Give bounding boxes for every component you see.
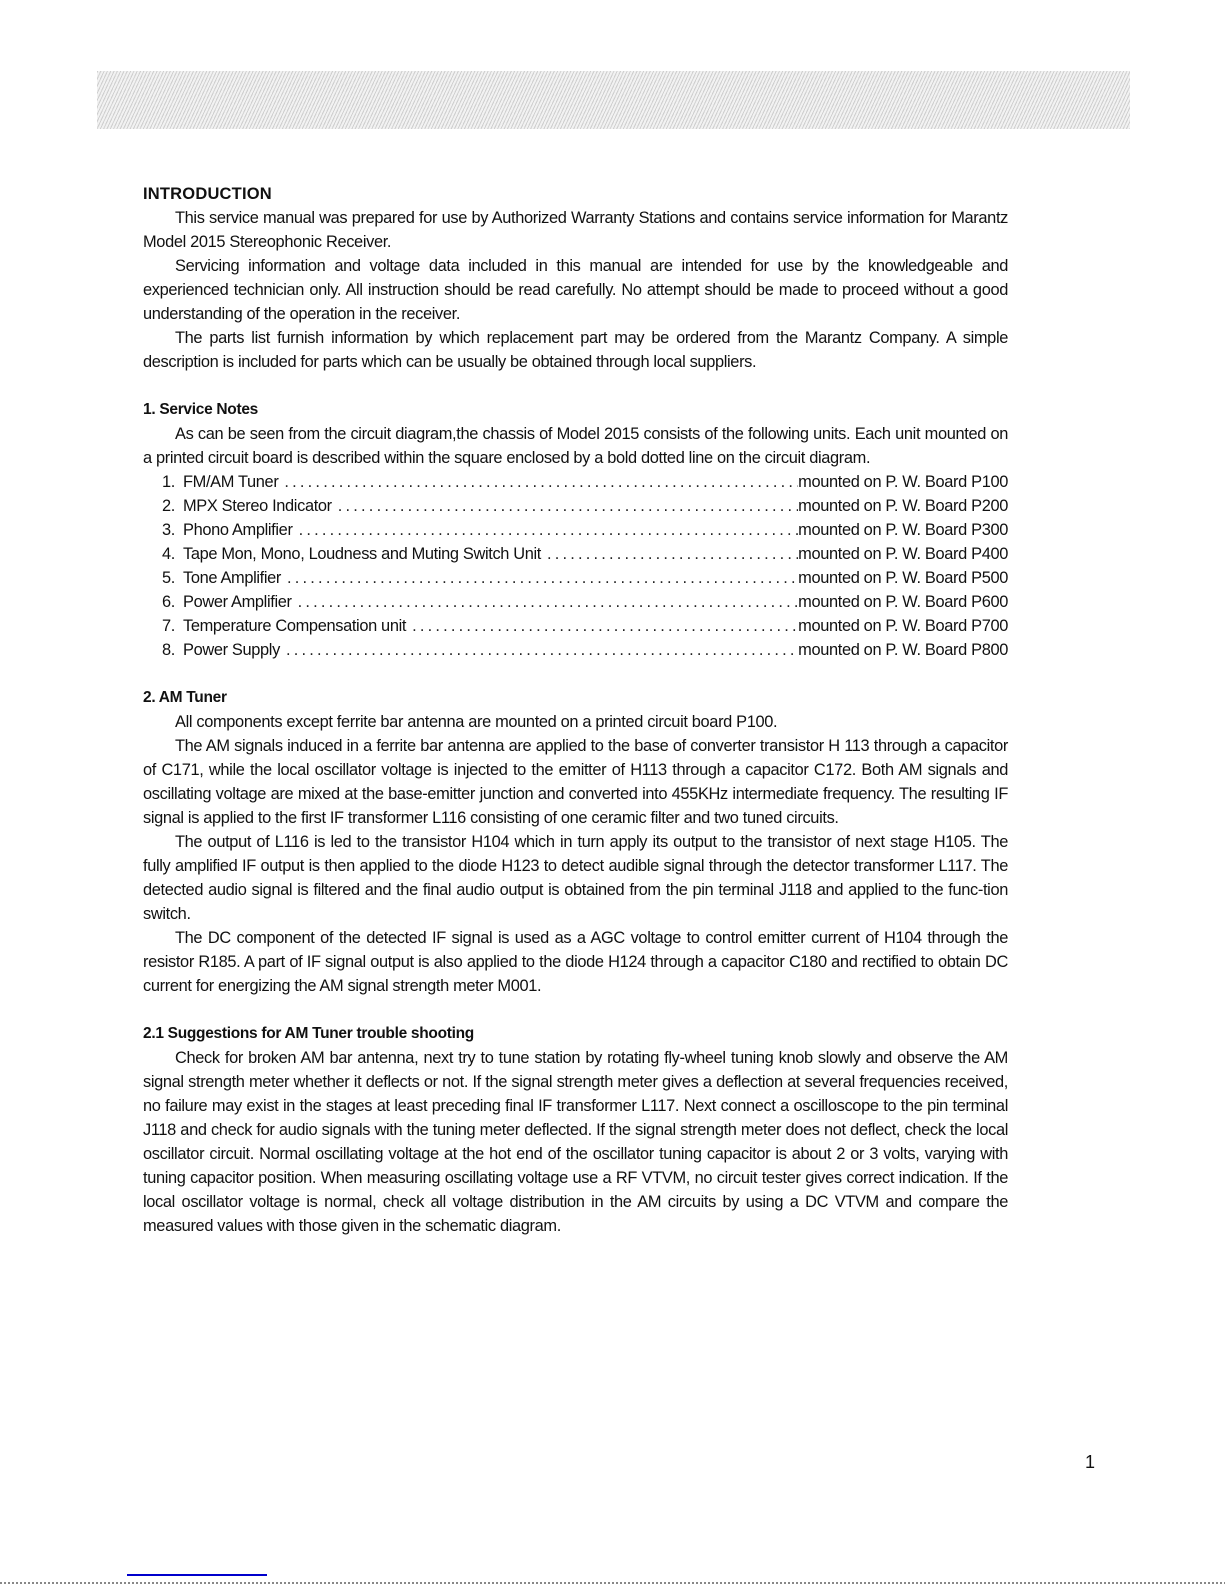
am-tuner-paragraph: The AM signals induced in a ferrite bar antenna are applied to the base of converter transistor H 113 through a capacitor of C171, while the local oscillator voltage is injected to the emitter of H113 through a capacitor C172. Both AM signals and oscillating voltage are mixed at the base-emitter junction and converted into 455KHz intermediate frequency. The resulting IF signal is applied to the first IF transformer L116 consisting of one ceramic filter and two tuned circuits.	[143, 737, 1008, 827]
dot-leader	[298, 590, 799, 614]
am-tuner-paragraph: The output of L116 is led to the transistor H104 which in turn apply its output to the transistor of next stage H105. The fully amplified IF output is then applied to the diode H123 to detect audible signal through the detector transformer L117. The detected audio signal is filtered and the final audio output is obtained from the pin terminal J118 and applied to the func-tion switch.	[143, 833, 1008, 923]
unit-number: 6.	[162, 593, 175, 611]
unit-name: Phono Amplifier	[183, 521, 293, 539]
unit-item	[143, 470, 1008, 494]
unit-item	[143, 518, 1008, 542]
unit-board: mounted on P. W. Board P200	[798, 497, 1008, 515]
unit-number: 1.	[162, 473, 175, 491]
unit-board: mounted on P. W. Board P500	[798, 569, 1008, 587]
intro-paragraph: Servicing information and voltage data included in this manual are intended for use by the knowledgeable and experienced technician only. All instruction should be read carefully. No attempt should be made to proceed without a good understanding of the operation in the receiver.	[143, 257, 1008, 323]
page-number: 1	[1085, 1452, 1096, 1472]
unit-board: mounted on P. W. Board P400	[798, 545, 1008, 563]
header-banner	[97, 71, 1130, 129]
troubleshooting-paragraph: Check for broken AM bar antenna, next try to tune station by rotating fly-wheel tuning knob slowly and observe the AM signal strength meter whether it deflects or not. If the signal strength meter gives a deflection at several frequencies received, no failure may exist in the stages at least preceding final IF transformer L117. Next connect a oscilloscope to the pin terminal J118 and check for audio signals with the tuning meter deflected. If the signal strength meter does not deflect, check the local oscillator circuit. Normal oscillating voltage at the hot end of the oscillator tuning capacitor is about 2 or 3 volts, varying with tuning capacitor position. When measuring oscillating voltage use a RF VTVM, no circuit tester gives correct indication. If the local oscillator voltage is normal, check all voltage distribution in the AM circuits by using a DC VTVM and compare the measured values with those given in the schematic diagram.	[143, 1049, 1008, 1235]
unit-name: Temperature Compensation unit	[183, 617, 407, 635]
unit-item	[143, 614, 1008, 638]
dot-leader	[338, 494, 798, 518]
unit-item	[143, 638, 1008, 662]
introduction-heading: INTRODUCTION	[143, 185, 272, 203]
intro-paragraph: The parts list furnish information by which replacement part may be ordered from the Marantz Company. A simple description is included for parts which can be usually be obtained through local suppliers.	[143, 329, 1008, 371]
unit-board: mounted on P. W. Board P300	[798, 521, 1008, 539]
am-tuner-paragraph: All components except ferrite bar antenna are mounted on a printed circuit board P100.	[175, 713, 778, 731]
dot-leader	[299, 518, 799, 542]
dot-leader	[284, 470, 798, 494]
document-body	[143, 182, 1008, 1238]
unit-number: 4.	[162, 545, 175, 563]
unit-item	[143, 566, 1008, 590]
unit-number: 3.	[162, 521, 175, 539]
unit-name: Power Supply	[183, 641, 280, 659]
dot-leader	[287, 566, 798, 590]
unit-board: mounted on P. W. Board P100	[798, 473, 1008, 491]
link-underline	[127, 1574, 267, 1576]
service-notes-paragraph: As can be seen from the circuit diagram,the chassis of Model 2015 consists of the following units. Each unit mounted on a printed circuit board is described within the square enclosed by a bold dotted line on the circuit diagram.	[143, 425, 1008, 467]
unit-name: Power Amplifier	[183, 593, 292, 611]
troubleshooting-heading: 2.1 Suggestions for AM Tuner trouble shooting	[143, 1025, 474, 1042]
unit-item	[143, 590, 1008, 614]
am-tuner-heading: 2. AM Tuner	[143, 689, 227, 706]
unit-list	[143, 470, 1008, 662]
unit-item	[143, 542, 1008, 566]
unit-name: MPX Stereo Indicator	[183, 497, 332, 515]
unit-number: 2.	[162, 497, 175, 515]
bottom-rule	[0, 1582, 1225, 1584]
unit-board: mounted on P. W. Board P800	[798, 641, 1008, 659]
unit-board: mounted on P. W. Board P600	[798, 593, 1008, 611]
unit-number: 8.	[162, 641, 175, 659]
unit-board: mounted on P. W. Board P700	[798, 617, 1008, 635]
service-notes-heading: 1. Service Notes	[143, 401, 258, 418]
intro-paragraph: This service manual was prepared for use by Authorized Warranty Stations and contains service information for Marantz Model 2015 Stereophonic Receiver.	[143, 209, 1008, 251]
unit-number: 5.	[162, 569, 175, 587]
dot-leader	[547, 542, 798, 566]
am-tuner-paragraph: The DC component of the detected IF signal is used as a AGC voltage to control emitter current of H104 through the resistor R185. A part of IF signal output is also applied to the diode H124 through a capacitor C180 and rectified to obtain DC current for energizing the AM signal strength meter M001.	[143, 929, 1008, 995]
unit-name: FM/AM Tuner	[183, 473, 279, 491]
dot-leader	[286, 638, 798, 662]
unit-number: 7.	[162, 617, 175, 635]
unit-item	[143, 494, 1008, 518]
dot-leader	[412, 614, 798, 638]
unit-name: Tone Amplifier	[183, 569, 282, 587]
unit-name: Tape Mon, Mono, Loudness and Muting Switch Unit	[183, 545, 542, 563]
